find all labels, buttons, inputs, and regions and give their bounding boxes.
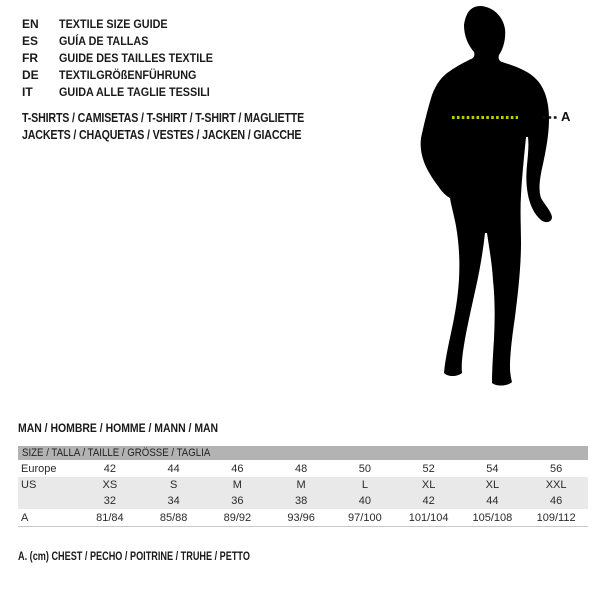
table-cell: XL — [421, 479, 436, 491]
garment-categories — [22, 109, 366, 143]
category-line-tshirts: T-SHIRTS / CAMISETAS / T-SHIRT / T-SHIRT / MAGLIETTE — [22, 110, 305, 125]
table-cell: 32 — [103, 495, 116, 507]
language-label: TEXTILGRÖßENFÜHRUNG — [59, 67, 197, 82]
table-cell: 105/108 — [472, 511, 513, 524]
table-cell: 46 — [550, 495, 563, 507]
table-cell: 52 — [422, 462, 435, 475]
row-label: US — [21, 479, 37, 491]
table-cell: 34 — [167, 495, 180, 507]
language-code: IT — [22, 84, 33, 99]
table-cell: M — [232, 479, 242, 491]
language-label: GUÍA DE TALLAS — [59, 33, 149, 48]
category-line-jackets: JACKETS / CHAQUETAS / VESTES / JACKEN / GIACCHE — [22, 127, 302, 142]
table-cell: 89/92 — [223, 511, 252, 524]
table-cell: 48 — [295, 462, 308, 475]
table-cell: 36 — [231, 495, 244, 507]
table-cell: 50 — [358, 462, 371, 475]
table-shaded-band — [18, 477, 588, 509]
table-cell: 101/104 — [408, 511, 449, 524]
table-row-us-numeric — [18, 493, 588, 509]
language-row — [22, 66, 230, 83]
language-row — [22, 83, 230, 100]
man-silhouette-icon — [395, 0, 600, 410]
table-cell: 85/88 — [159, 511, 188, 524]
language-code: DE — [22, 67, 39, 82]
section-title-man: MAN / HOMBRE / HOMME / MANN / MAN — [18, 421, 219, 435]
table-cell: 42 — [103, 462, 116, 475]
language-label: TEXTILE SIZE GUIDE — [59, 16, 168, 31]
table-cell: S — [169, 479, 178, 491]
language-row — [22, 32, 230, 49]
table-cell: 54 — [486, 462, 499, 475]
table-cell: 38 — [295, 495, 308, 507]
table-cell: M — [296, 479, 306, 491]
table-cell: L — [361, 479, 368, 491]
table-cell: XXL — [545, 479, 567, 491]
table-cell: 56 — [550, 462, 563, 475]
table-cell: 42 — [422, 495, 435, 507]
language-code: FR — [22, 50, 38, 65]
table-cell: 97/100 — [348, 511, 382, 524]
table-cell: 93/96 — [287, 511, 315, 524]
man-silhouette-path — [421, 6, 552, 386]
table-cell: 44 — [486, 495, 499, 507]
size-table-header: SIZE / TALLA / TAILLE / GRÖSSE / TAGLIA — [18, 446, 588, 460]
table-cell: 81/84 — [96, 511, 124, 524]
table-cell: 40 — [358, 495, 371, 507]
language-row — [22, 49, 230, 66]
row-label: A — [21, 511, 29, 524]
language-code: EN — [22, 16, 39, 31]
size-table — [18, 446, 588, 527]
table-cell: 109/112 — [536, 511, 576, 524]
table-cell: 46 — [231, 462, 244, 475]
language-label: GUIDE DES TAILLES TEXTILE — [59, 50, 214, 65]
language-code: ES — [22, 33, 39, 48]
language-guide-list — [22, 15, 230, 100]
table-cell: XL — [485, 479, 500, 491]
measure-label-a: A — [561, 109, 571, 124]
table-cell: XS — [102, 479, 118, 491]
table-row-europe — [18, 460, 588, 477]
language-row — [22, 15, 230, 32]
measurement-footnote: A. (cm) CHEST / PECHO / POITRINE / TRUHE / PETTO — [18, 549, 250, 563]
table-cell: 44 — [167, 462, 180, 475]
table-row-us — [18, 477, 588, 493]
language-label: GUIDA ALLE TAGLIE TESSILI — [59, 84, 210, 99]
row-label: Europe — [21, 462, 57, 475]
man-silhouette-figure — [395, 0, 600, 410]
table-row-chest-a — [18, 509, 588, 527]
